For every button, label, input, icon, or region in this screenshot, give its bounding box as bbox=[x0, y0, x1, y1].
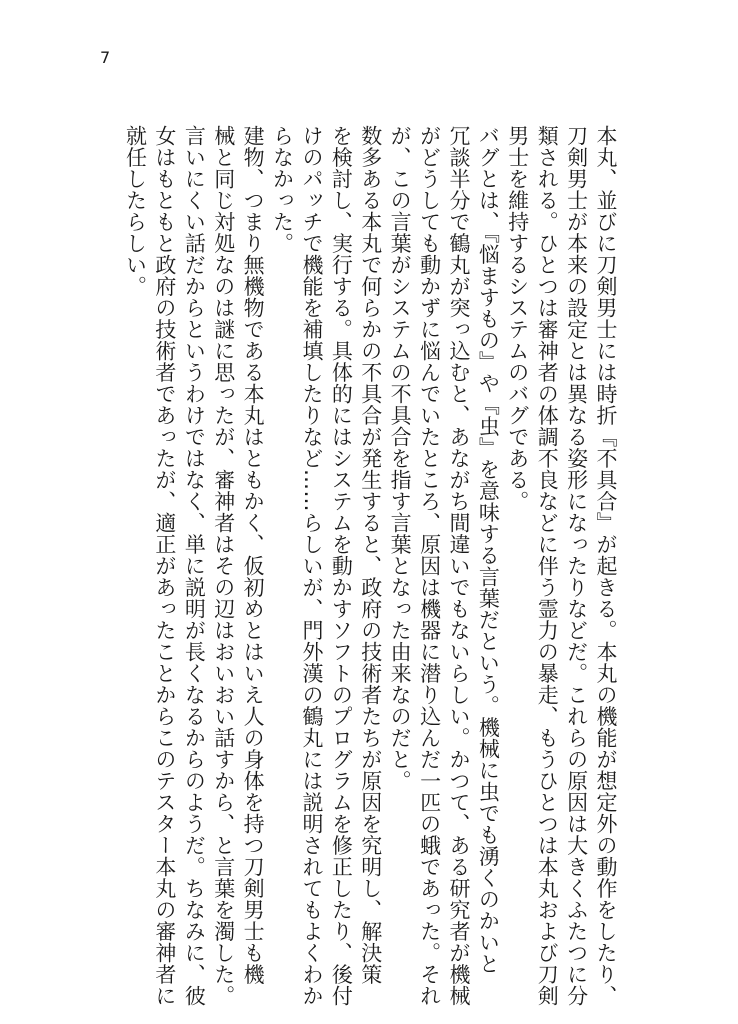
paragraph-1 bbox=[502, 125, 620, 1007]
text-line: バグとは、『悩ますもの』や『虫』を意味する言葉だという。機械に虫でも湧くのかいと bbox=[476, 125, 501, 975]
paragraph-2 bbox=[385, 125, 503, 1007]
text-line: 男士を維持するシステムのバグである。 bbox=[505, 125, 530, 512]
text-line: 械と同じ対処なのは謎に思ったが、審神者はその辺はおいおい話すから、と言葉を濁した。 bbox=[211, 125, 236, 1007]
page-number: 7 bbox=[100, 48, 111, 67]
text-line: がどうしても動かずに悩んでいたところ、原因は機器に潜り込んだ一匹の蛾であった。それ bbox=[417, 125, 442, 1007]
text-line: 本丸、並びに刀剣男士には時折『不具合』が起きる。本丸の機能が想定外の動作をしたり、 bbox=[594, 125, 618, 1007]
novel-text-block bbox=[120, 125, 620, 1007]
text-line: 就任したらしい。 bbox=[123, 125, 148, 297]
text-line: 女はもともと政府の技術者であったが、適正があったことからこのテスター本丸の審神者に bbox=[152, 125, 177, 1007]
text-line: が、この言葉がシステムの不具合を指す言葉となった由来なのだと。 bbox=[388, 125, 413, 792]
text-line: らなかった。 bbox=[270, 125, 295, 254]
text-line: 数多ある本丸で何らかの不具合が発生すると、政府の技術者たちが原因を究明し、解決策 bbox=[358, 125, 383, 985]
text-line: 刀剣男士が本来の設定とは異なる姿形になったりなどだ。これらの原因は大きくふたつに分 bbox=[564, 125, 589, 1007]
text-line: けのパッチで機能を補填したりなど……らしいが、門外漢の鶴丸には説明されてもよくわか bbox=[299, 125, 324, 1007]
text-line: 建物、つまり無機物である本丸はともかく、仮初めとはいえ人の身体を持つ刀剣男士も機 bbox=[241, 125, 266, 985]
text-line: 冗談半分で鶴丸が突っ込むと、あながち間違いでもないらしい。かつて、ある研究者が機械 bbox=[446, 125, 471, 1007]
text-line: を検討し、実行する。具体的にはシステムを動かすソフトのプログラムを修正したり、後付 bbox=[329, 125, 354, 1007]
text-line: 類される。ひとつは審神者の体調不良などに伴う霊力の暴走、もうひとつは本丸および刀剣 bbox=[535, 125, 560, 1007]
text-line: 言いにくい話だからというわけではなく、単に説明が長くなるからのようだ。ちなみに、彼 bbox=[182, 125, 207, 1007]
paragraph-3 bbox=[267, 125, 385, 1007]
paragraph-4 bbox=[120, 125, 267, 1007]
